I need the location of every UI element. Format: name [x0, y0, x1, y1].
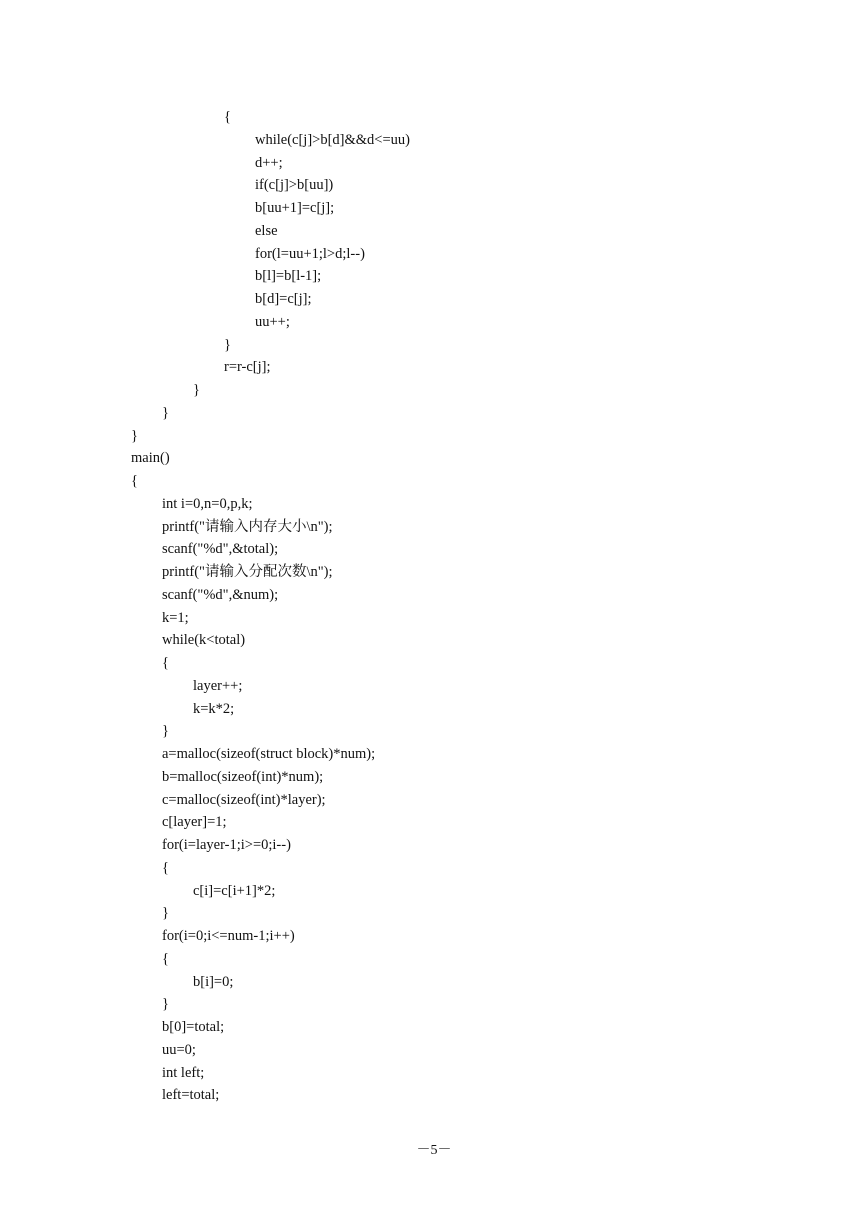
code-line	[131, 811, 811, 834]
code-line-text: r=r-c[j];	[224, 359, 271, 376]
code-line-text: if(c[j]>b[uu])	[255, 177, 334, 194]
code-line	[131, 925, 811, 948]
code-line	[131, 1039, 811, 1062]
code-line-text: b[d]=c[j];	[255, 291, 312, 307]
code-line	[131, 584, 811, 607]
code-line	[131, 152, 811, 175]
code-line-text: }	[162, 905, 169, 922]
code-line	[131, 902, 811, 925]
code-line-text: printf("请输入内存大小\n");	[162, 518, 333, 535]
code-line-text: scanf("%d",&num);	[162, 586, 279, 603]
code-line	[131, 106, 811, 129]
code-line	[131, 379, 811, 402]
code-line	[131, 857, 811, 880]
code-line-text: {	[131, 473, 138, 489]
code-line	[131, 334, 811, 357]
code-line-text: b[i]=0;	[193, 973, 234, 990]
code-line-text: k=k*2;	[193, 700, 235, 717]
code-line-text: for(i=layer-1;i>=0;i--)	[162, 837, 291, 853]
code-line-text: k=1;	[162, 609, 189, 626]
code-line	[131, 1062, 811, 1085]
code-line-text: }	[131, 427, 138, 444]
code-line-text: {	[224, 109, 231, 125]
code-line-text: d++;	[255, 154, 283, 171]
code-line	[131, 607, 811, 630]
code-line-text: while(k<total)	[162, 632, 246, 649]
code-line-text: {	[162, 950, 169, 967]
code-line	[131, 561, 811, 584]
code-line	[131, 880, 811, 903]
code-line	[131, 629, 811, 652]
code-line-text: printf("请输入分配次数\n");	[162, 564, 333, 580]
code-line-text: }	[162, 404, 169, 421]
code-line-text: {	[162, 859, 169, 876]
page-number: －5－	[416, 1143, 452, 1158]
code-line	[131, 720, 811, 743]
code-line	[131, 1016, 811, 1039]
code-line-text: b[0]=total;	[162, 1019, 225, 1035]
code-line	[131, 834, 811, 857]
code-line-text: }	[224, 336, 231, 353]
code-line-text: int i=0,n=0,p,k;	[162, 495, 253, 512]
code-line-text: a=malloc(sizeof(struct block)*num);	[162, 746, 376, 762]
code-line	[131, 470, 811, 493]
code-line-text: uu++;	[255, 313, 290, 330]
code-line-text: {	[162, 655, 169, 671]
code-line	[131, 789, 811, 812]
code-line	[131, 538, 811, 561]
code-line-text: left=total;	[162, 1087, 220, 1104]
code-line-text: layer++;	[193, 677, 243, 694]
code-listing	[131, 106, 811, 1107]
code-line	[131, 265, 811, 288]
code-line-text: int left;	[162, 1064, 205, 1081]
code-line	[131, 197, 811, 220]
code-line-text: b=malloc(sizeof(int)*num);	[162, 768, 324, 785]
code-line	[131, 743, 811, 766]
code-line	[131, 971, 811, 994]
code-line	[131, 356, 811, 379]
code-line	[131, 220, 811, 243]
code-line-text: for(i=0;i<=num-1;i++)	[162, 928, 295, 944]
code-line	[131, 447, 811, 470]
code-line-text: c[i]=c[i+1]*2;	[193, 882, 276, 899]
code-line	[131, 766, 811, 789]
code-line	[131, 698, 811, 721]
code-line-text: else	[255, 222, 278, 239]
code-line	[131, 425, 811, 448]
code-line	[131, 948, 811, 971]
code-line-text: while(c[j]>b[d]&&d<=uu)	[255, 131, 410, 148]
code-line-text: }	[162, 996, 169, 1013]
code-line	[131, 652, 811, 675]
code-line-text: c[layer]=1;	[162, 814, 227, 831]
code-line-text: }	[162, 723, 169, 740]
code-line	[131, 516, 811, 539]
code-line-text: }	[193, 382, 200, 398]
code-line-text: for(l=uu+1;l>d;l--)	[255, 245, 365, 262]
code-line	[131, 993, 811, 1016]
code-line	[131, 1084, 811, 1107]
code-line-text: main()	[131, 450, 170, 467]
code-line-text: uu=0;	[162, 1041, 196, 1058]
code-line-text: b[uu+1]=c[j];	[255, 200, 335, 216]
code-line	[131, 174, 811, 197]
code-line	[131, 402, 811, 425]
code-line	[131, 311, 811, 334]
code-line-text: c=malloc(sizeof(int)*layer);	[162, 791, 326, 808]
code-line	[131, 675, 811, 698]
code-line-text: b[l]=b[l-1];	[255, 268, 322, 285]
code-line	[131, 243, 811, 266]
code-line-text: scanf("%d",&total);	[162, 541, 279, 558]
code-line	[131, 288, 811, 311]
code-line	[131, 129, 811, 152]
code-line	[131, 493, 811, 516]
